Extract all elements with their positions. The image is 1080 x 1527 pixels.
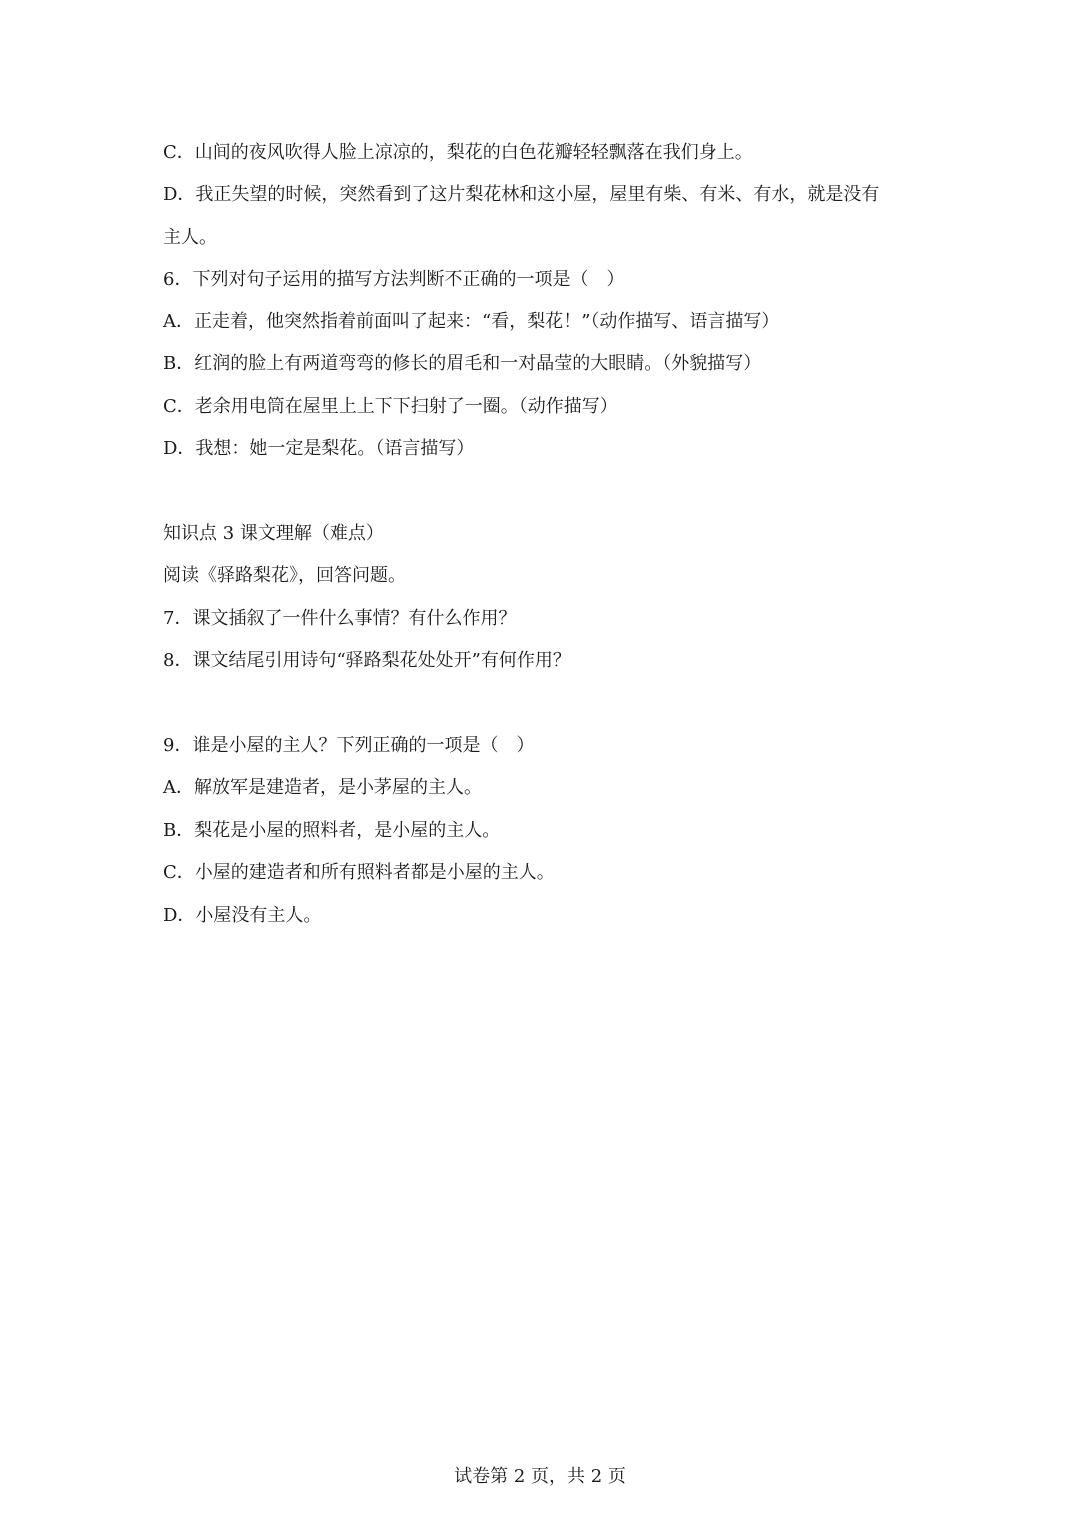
q9-stem: 9．谁是小屋的主人？下列正确的一项是（ ） (163, 735, 535, 756)
section3-instruction: 阅读《驿路梨花》，回答问题。 (163, 565, 406, 586)
q9-option-a: A．解放军是建造者，是小茅屋的主人。 (163, 777, 482, 798)
q9-option-b: B．梨花是小屋的照料者，是小屋的主人。 (163, 820, 501, 841)
page-footer: 试卷第 2 页，共 2 页 (454, 1466, 626, 1487)
q9-option-c: C．小屋的建造者和所有照料者都是小屋的主人。 (163, 862, 555, 883)
q6-option-b: B．红润的脸上有两道弯弯的修长的眉毛和一对晶莹的大眼睛。（外貌描写） (163, 353, 762, 374)
q8-stem: 8．课文结尾引用诗句“驿路梨花处处开”有何作用？ (163, 650, 571, 671)
q6-option-a: A．正走着，他突然指着前面叫了起来：“看，梨花！”（动作描写、语言描写） (163, 311, 780, 332)
q5-option-d-line1: D．我正失望的时候，突然看到了这片梨花林和这小屋，屋里有柴、有米、有水，就是没有 (163, 184, 880, 205)
q9-option-d: D．小屋没有主人。 (163, 905, 322, 926)
q6-option-d: D．我想：她一定是梨花。（语言描写） (163, 438, 475, 459)
q5-option-d-line2: 主人。 (163, 227, 217, 248)
section3-heading: 知识点 3 课文理解（难点） (163, 523, 384, 544)
q6-option-c: C．老余用电筒在屋里上上下下扫射了一圈。（动作描写） (163, 396, 618, 417)
q6-stem: 6．下列对句子运用的描写方法判断不正确的一项是（ ） (163, 269, 625, 290)
q7-stem: 7．课文插叙了一件什么事情？有什么作用？ (163, 608, 517, 629)
q5-option-c: C．山间的夜风吹得人脸上凉凉的，梨花的白色花瓣轻轻飘落在我们身上。 (163, 142, 753, 163)
